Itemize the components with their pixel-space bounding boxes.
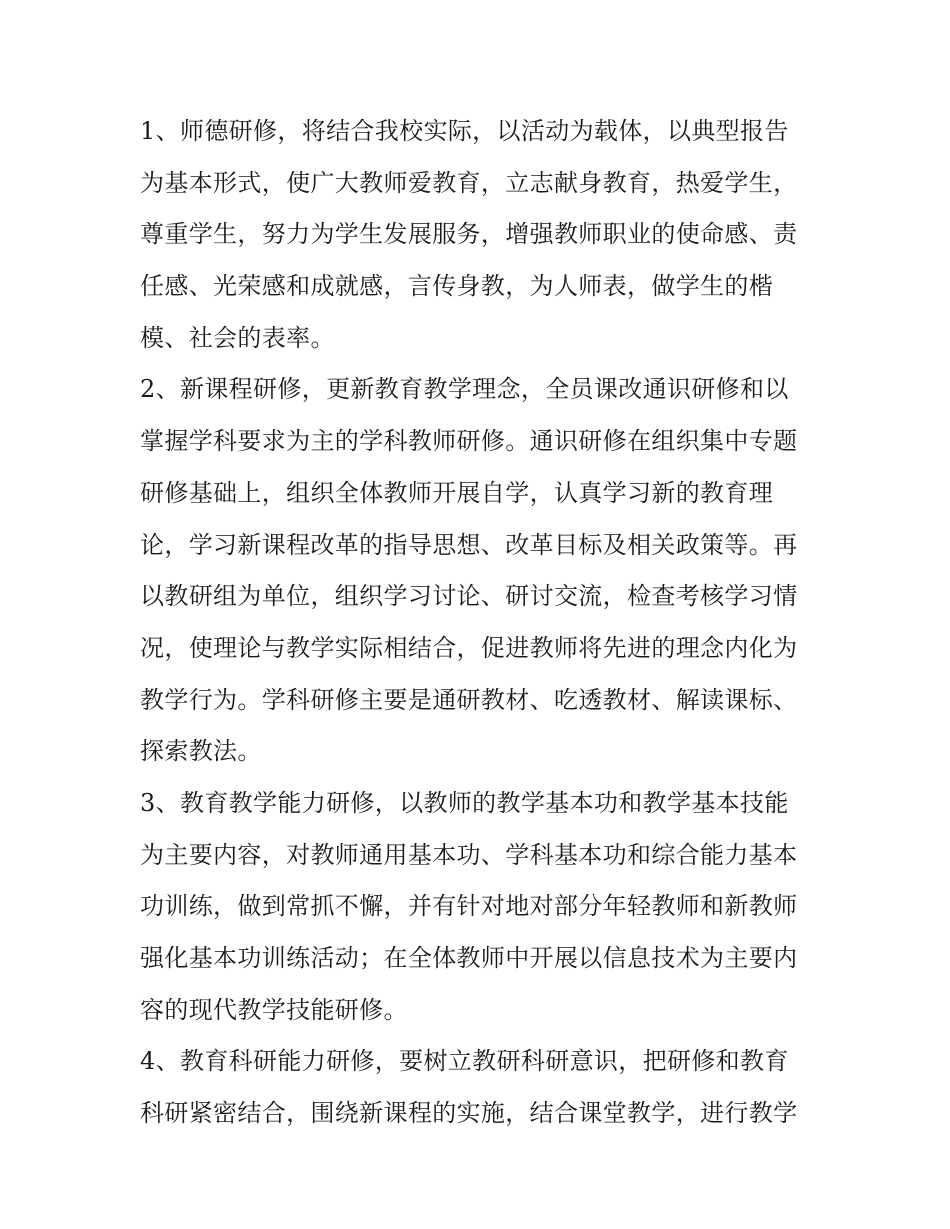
text-line: 以教研组为单位，组织学习讨论、研讨交流，检查考核学习情 [140, 582, 798, 611]
text-line: 2、新课程研修，更新教育教学理念，全员课改通识研修和以 [140, 375, 789, 404]
text-line: 研修基础上，组织全体教师开展自学，认真学习新的教育理 [140, 478, 774, 507]
text-line: 容的现代教学技能研修。 [140, 995, 408, 1024]
text-line: 3、教育教学能力研修，以教师的教学基本功和教学基本技能 [140, 788, 789, 817]
paragraph-3 [140, 778, 815, 1036]
text-line: 掌握学科要求为主的学科教师研修。通识研修在组织集中专题 [140, 427, 798, 456]
text-line: 科研紧密结合，围绕新课程的实施，结合课堂教学，进行教学 [140, 1099, 798, 1128]
text-line: 尊重学生，努力为学生发展服务，增强教师职业的使命感、责 [140, 220, 798, 249]
text-line: 为基本形式，使广大教师爱教育，立志献身教育，热爱学生， [140, 168, 798, 197]
text-line: 为主要内容，对教师通用基本功、学科基本功和综合能力基本 [140, 840, 798, 869]
text-line: 4、教育科研能力研修，要树立教研科研意识，把研修和教育 [140, 1047, 789, 1076]
text-line: 模、社会的表率。 [140, 323, 335, 352]
paragraph-1 [140, 106, 815, 364]
document-body [140, 106, 815, 1140]
text-line: 论，学习新课程改革的指导思想、改革目标及相关政策等。再 [140, 530, 798, 559]
text-line: 1、师德研修，将结合我校实际，以活动为载体，以典型报告 [140, 117, 789, 145]
paragraph-2 [140, 364, 815, 778]
text-line: 教学行为。学科研修主要是通研教材、吃透教材、解读课标、 [140, 685, 798, 714]
paragraph-4 [140, 1036, 815, 1139]
text-line: 况，使理论与教学实际相结合，促进教师将先进的理念内化为 [140, 633, 798, 662]
text-line: 功训练，做到常抓不懈，并有针对地对部分年轻教师和新教师 [140, 892, 798, 921]
text-line: 任感、光荣感和成就感，言传身教，为人师表，做学生的楷 [140, 272, 774, 301]
text-line: 强化基本功训练活动；在全体教师中开展以信息技术为主要内 [140, 944, 798, 972]
text-line: 探索教法。 [140, 737, 262, 766]
